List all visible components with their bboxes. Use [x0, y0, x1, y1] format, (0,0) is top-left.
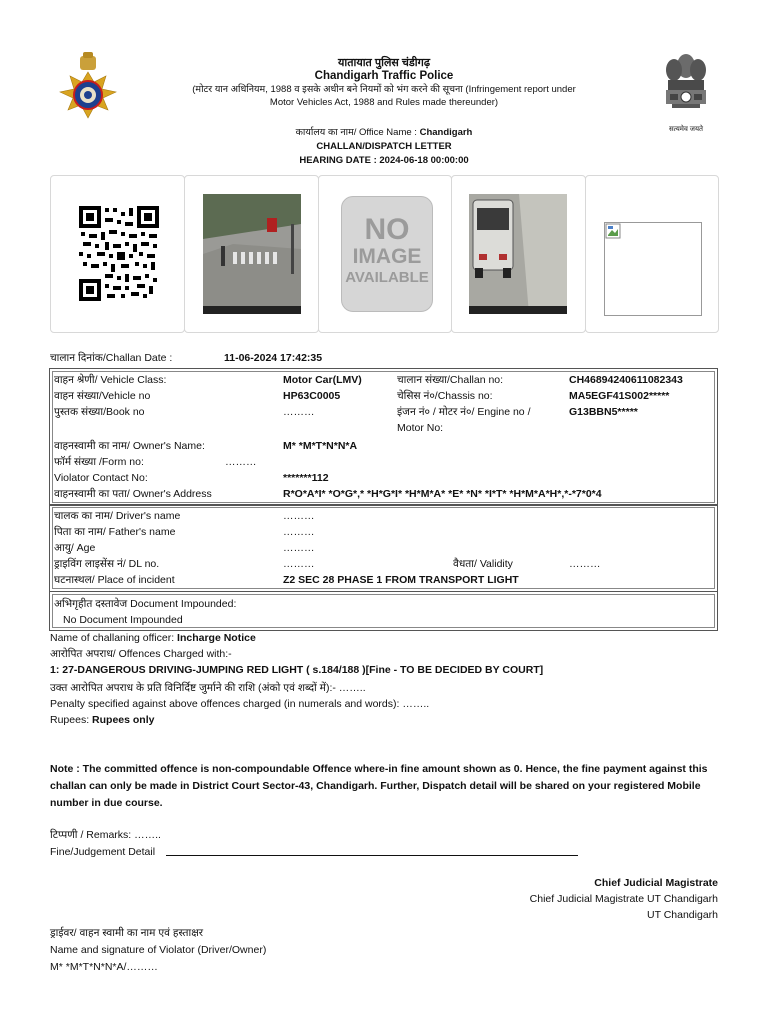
driver-details-table: चालक का नाम/ Driver's name ……… पिता का नाम/ Father's name ……… आयु/ Age ……… ड्राइविंग लाइसेंस नं/ DL no. ……… वैधता/ Validity ……… घटनास्थल/ Place of incident Z2 SEC 28 PHASE 1 FROM TRANSPORT LIGHT — [49, 504, 718, 592]
remarks-label: टिप्पणी / Remarks: …….. — [50, 829, 161, 841]
national-emblem-logo — [656, 50, 716, 132]
vehicle-rear-photo — [469, 194, 567, 314]
office-value: Chandigarh — [419, 127, 473, 138]
fine-judgement-row: Fine/Judgement Detail — [50, 846, 156, 858]
offences-charged-label: आरोपित अपराध/ Offences Charged with:- — [50, 648, 232, 660]
title-english: Chandigarh Traffic Police — [314, 70, 454, 82]
challan-date-label: चालान दिनांक/Challan Date : — [50, 352, 173, 364]
violator-english: Name and signature of Violator (Driver/Owner) — [50, 944, 267, 956]
documents-table: अभिगृहीत दस्तावेज Document Impounded: No Document Impounded — [49, 591, 718, 631]
note-line1: Note : The committed offence is non-compoundable Offence where-in fine amount shown as 0. Hence, the fine payment against this — [50, 763, 708, 775]
letter-type: CHALLAN/DISPATCH LETTER — [316, 141, 452, 152]
cjm-line3: UT Chandigarh — [646, 909, 718, 921]
offence-line: 1: 27-DANGEROUS DRIVING-JUMPING RED LIGHT ( s.184/188 )[Fine - TO BE DECIDED BY COURT] — [50, 664, 544, 676]
fine-judgement-underline — [166, 855, 578, 856]
police-badge-logo — [50, 52, 126, 130]
note-line2: challan can only be made in District Court Sector-43, Chandigarh. Further, Dispatch detail will be shared on your registered Mobile — [50, 780, 701, 792]
rupees-value: Rupees only — [92, 714, 155, 726]
officer-value: Incharge Notice — [177, 632, 256, 644]
broken-image-placeholder — [604, 222, 702, 316]
penalty-hindi: उक्त आरोपित अपराध के प्रति विनिर्दिष्ट जुर्माने की राशि (अंको एवं शब्दों में):- …….. — [50, 682, 366, 694]
photo-card-2 — [318, 175, 452, 333]
officer-row: Name of challaning officer: Incharge Notice — [50, 632, 256, 644]
photo-card-3 — [451, 175, 586, 333]
hearing-date: HEARING DATE : 2024-06-18 00:00:00 — [299, 155, 469, 166]
photo-card-1 — [184, 175, 319, 333]
challan-date-row — [50, 350, 172, 366]
penalty-english: Penalty specified against above offences charged (in numerals and words): …….. — [50, 698, 430, 710]
subtitle-line1: (मोटर यान अधिनियम, 1988 व इसके अधीन बने नियमों को भंग करने की सूचना (Infringement report under — [192, 84, 576, 95]
title-hindi: यातायात पुलिस चंडीगढ़ — [337, 57, 431, 69]
cjm-line2: Chief Judicial Magistrate UT Chandigarh — [529, 893, 718, 905]
subtitle-line2: Motor Vehicles Act, 1988 and Rules made thereunder) — [269, 97, 499, 108]
violator-hindi: ड्राईवर/ वाहन स्वामी का नाम एवं हस्ताक्षर — [50, 927, 204, 939]
qr-code-card — [50, 175, 185, 333]
intersection-photo — [203, 194, 301, 314]
header-block — [180, 57, 588, 109]
note-line3: number in due course. — [50, 797, 163, 809]
qr-code — [79, 206, 159, 304]
violator-name: M* *M*T*N*N*A/……… — [50, 961, 158, 973]
challan-date-value: 11-06-2024 17:42:35 — [224, 352, 323, 364]
vehicle-details-table: वाहन श्रेणी/ Vehicle Class: Motor Car(LMV) चालान संख्या/Challan no: CH46894240611082343 वाहन संख्या/Vehicle no HP63C0005 चेसिस नं०/Chassis no: MA5EGF41S002***** पुस्तक संख्या/Book no ……… इंजन नं० / मोटर नं०/ Engine no / G13BBN5***** Motor No: वाहनस्वामी का नाम/ Owner's Name: M* *M*T*N*N*A फॉर्म संख्या /Form no: ……… Violator Contact No: *******112 वाहनस्वामी का पता/ Owner's Address R*O*A*I* *O*G*,* *H*G*I* *H*M*A* *E* *N* *I*T* *H*M*A*H*,*-*7*0*4 — [49, 368, 718, 506]
no-image-placeholder: NO IMAGE AVAILABLE — [341, 196, 433, 312]
broken-image-icon — [605, 223, 621, 239]
office-block — [180, 126, 588, 168]
cjm-title: Chief Judicial Magistrate — [594, 877, 718, 889]
photo-card-4 — [585, 175, 719, 333]
office-label: कार्यालय का नाम/ Office Name : — [295, 127, 417, 138]
emblem-caption: सत्यमेव जयते — [668, 126, 704, 133]
rupees-row: Rupees: Rupees only — [50, 714, 155, 726]
